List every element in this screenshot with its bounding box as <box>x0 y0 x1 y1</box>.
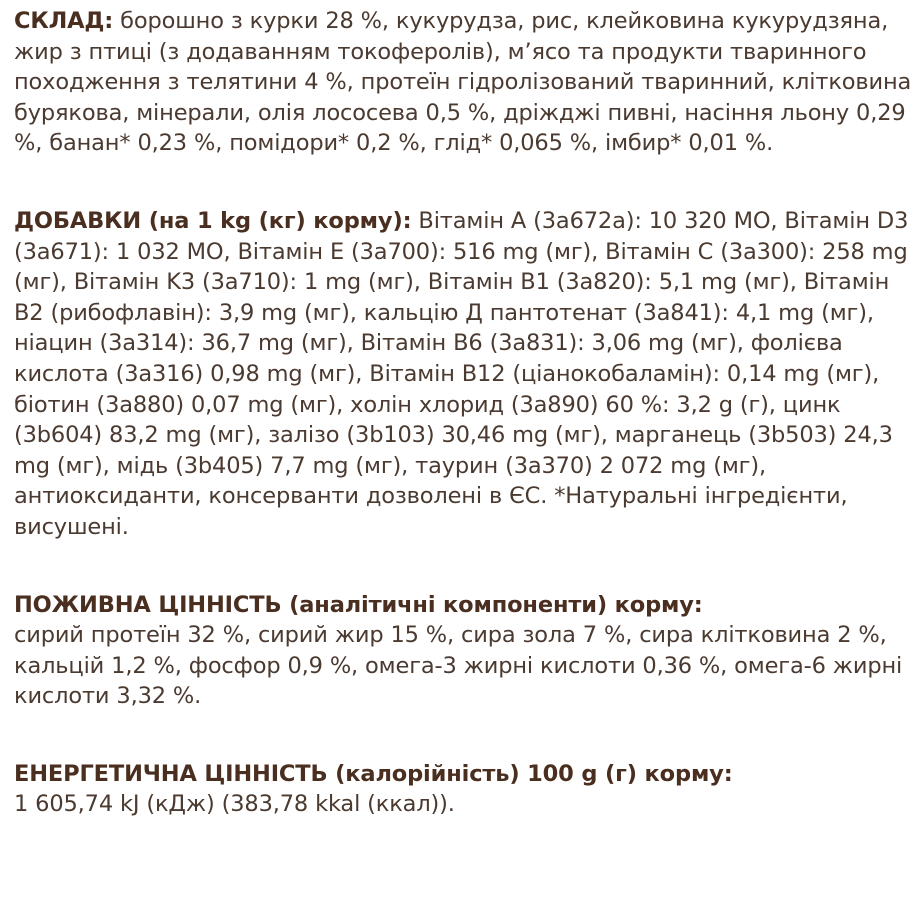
composition-text: борошно з курки 28 %, кукурудза, рис, клейковина кукурудзяна, жир з птиці (з додаванням токоферолів), м’ясо та продукти тваринного походження з телятини 4 %, протеїн гідролізований тваринний, клітковина бурякова, мінерали, олія лососева 0,5 %, дріжджі пивні, насіння льону 0,29 %, банан* 0,23 %, помідори* 0,2 %, глід* 0,065 %, імбир* 0,01 %. <box>14 8 912 157</box>
composition-heading: СКЛАД: <box>14 8 114 34</box>
additives-heading: ДОБАВКИ (на 1 kg (кг) корму): <box>14 207 412 234</box>
nutrition-heading: ПОЖИВНА ЦІННІСТЬ (аналітичні компоненти) корму: <box>14 591 703 618</box>
nutrition-text: сирий протеїн 32 %, сирий жир 15 %, сира зола 7 %, сира клітковина 2 %, кальцій 1,2 %, фосфор 0,9 %, омега-3 жирні кислоти 0,36 %, омега-6 жирні кислоти 3,32 %. <box>14 622 903 710</box>
composition-section <box>14 6 918 159</box>
ingredients-document <box>14 6 918 820</box>
additives-text: Вітамін A (3a672a): 10 320 МО, Вітамін D3 (3a671): 1 032 МО, Вітамін E (3a700): 516 mg (мг), Вітамін C (3a300): 258 mg (мг), Вітамін K3 (3a710): 1 mg (мг), Вітамін B1 (3a820): 5,1 mg (мг), Вітамін B2 (рибофлавін): 3,9 mg (мг), кальцію Д пантотенат (3a841): 4,1 mg (мг), ніацин (3a314): 36,7 mg (мг), Вітамін B6 (3a831): 3,06 mg (мг), фолієва кислота (3a316) 0,98 mg (мг), Вітамін B12 (ціанокобаламін): 0,14 mg (мг), біотин (3a880) 0,07 mg (мг), холін хлорид (3a890) 60 %: 3,2 g (г), цинк (3b604) 83,2 mg (мг), залізо (3b103) 30,46 mg (мг), марганець (3b503) 24,3 mg (мг), мідь (3b405) 7,7 mg (мг), таурин (3a370) 2 072 mg (мг), антиоксиданти, консерванти дозволені в ЄС. *Натуральні інгредієнти, висушені. <box>14 207 909 540</box>
additives-section <box>14 206 918 543</box>
energy-text: 1 605,74 kJ (кДж) (383,78 kkal (ккал)). <box>14 791 455 818</box>
energy-section <box>14 759 918 820</box>
nutrition-section <box>14 590 918 712</box>
energy-heading: ЕНЕРГЕТИЧНА ЦІННІСТЬ (калорійність) 100 g (г) корму: <box>14 760 733 787</box>
